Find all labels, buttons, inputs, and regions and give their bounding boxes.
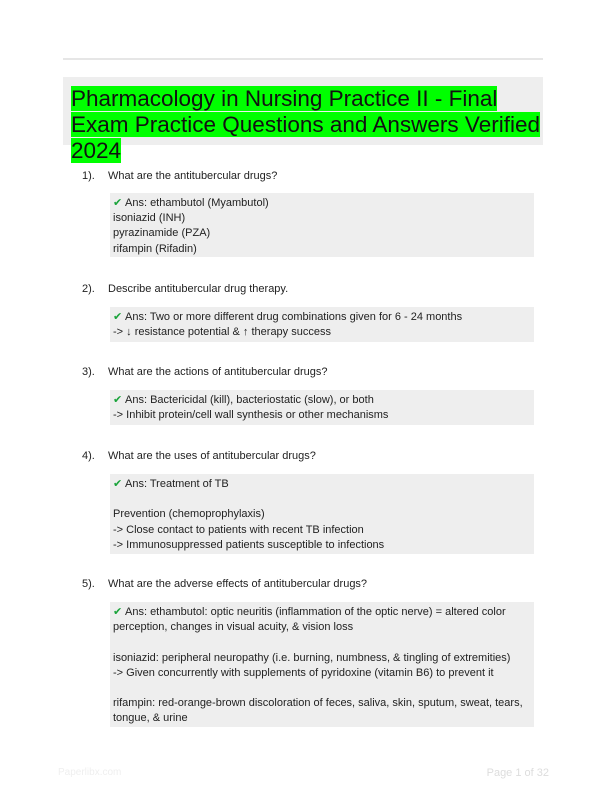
answer-line xyxy=(113,310,530,325)
answer-line: pyrazinamide (PZA) xyxy=(113,227,211,240)
answer-line: isoniazid (INH) xyxy=(113,212,186,225)
answer-text: Ans: Treatment of TB xyxy=(125,478,229,490)
answer-text: Ans: ethambutol (Myambutol) xyxy=(125,197,269,209)
answer-line: isoniazid: peripheral neuropathy (i.e. burning, numbness, & tingling of extremities) xyxy=(113,651,511,664)
question-text: What are the antitubercular drugs? xyxy=(108,170,278,182)
question-number: 2). xyxy=(82,283,95,295)
answer-line: rifampin (Rifadin) xyxy=(113,242,197,255)
footer-watermark: Paperlibx.com xyxy=(58,767,122,778)
answer-line xyxy=(113,393,530,408)
page-title-text: Pharmacology in Nursing Practice II - Final Exam Practice Questions and Answers Verified 2024 xyxy=(71,86,540,163)
answer-box xyxy=(110,474,534,554)
answer-box xyxy=(110,602,534,727)
check-icon: ✔ xyxy=(113,311,123,323)
page-indicator: Page 1 of 32 xyxy=(486,767,549,779)
answer-box xyxy=(110,307,534,342)
question-text: What are the uses of antitubercular drugs? xyxy=(108,450,316,462)
answer-line: -> ↓ resistance potential & ↑ therapy success xyxy=(113,326,331,339)
question-number: 5). xyxy=(82,578,95,590)
answer-line: rifampin: red-orange-brown discoloration of feces, saliva, skin, sputum, sweat, tears, xyxy=(113,697,523,710)
answer-line: -> Inhibit protein/cell wall synthesis or other mechanisms xyxy=(113,409,389,422)
answer-box xyxy=(110,390,534,425)
check-icon: ✔ xyxy=(113,478,123,490)
answer-line: tongue, & urine xyxy=(113,712,188,725)
answer-line: -> Given concurrently with supplements of pyridoxine (vitamin B6) to prevent it xyxy=(113,666,494,679)
answer-line xyxy=(113,477,530,492)
answer-line xyxy=(113,492,530,507)
answer-line: perception, changes in visual acuity, & vision loss xyxy=(113,621,354,634)
answer-line xyxy=(113,681,530,696)
check-icon: ✔ xyxy=(113,606,123,618)
answer-text: Ans: Two or more different drug combinations given for 6 - 24 months xyxy=(125,311,463,323)
answer-box xyxy=(110,193,534,257)
answer-line xyxy=(113,196,530,211)
answer-line: -> Close contact to patients with recent TB infection xyxy=(113,523,364,536)
page-title xyxy=(71,86,541,164)
question-text: Describe antitubercular drug therapy. xyxy=(108,283,289,295)
answer-line: Prevention (chemoprophylaxis) xyxy=(113,508,265,521)
answer-line xyxy=(113,605,530,620)
question-number: 4). xyxy=(82,450,95,462)
check-icon: ✔ xyxy=(113,394,123,406)
question-text: What are the adverse effects of antitubercular drugs? xyxy=(108,578,368,590)
question-number: 3). xyxy=(82,366,95,378)
answer-line: -> Immunosuppressed patients susceptible to infections xyxy=(113,538,385,551)
answer-text: Ans: Bactericidal (kill), bacteriostatic (slow), or both xyxy=(125,394,374,406)
answer-line xyxy=(113,635,530,650)
question-number: 1). xyxy=(82,170,95,182)
question-text: What are the actions of antitubercular drugs? xyxy=(108,366,328,378)
check-icon: ✔ xyxy=(113,197,123,209)
answer-text: Ans: ethambutol: optic neuritis (inflammation of the optic nerve) = altered color xyxy=(125,606,506,618)
header-rule xyxy=(63,58,543,60)
